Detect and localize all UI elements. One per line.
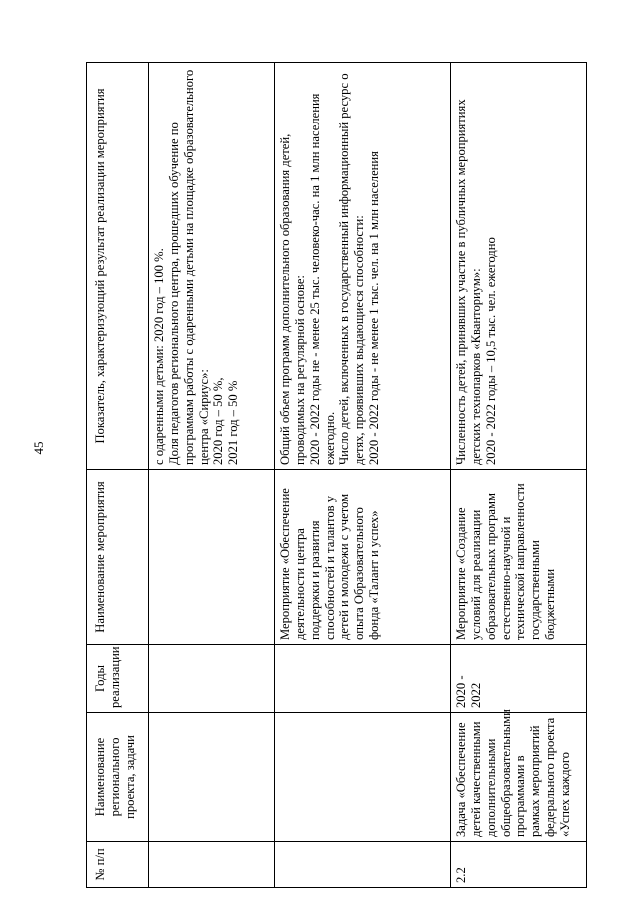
header-project: Наименование регионального проекта, задачи [87, 713, 149, 842]
table-row [451, 63, 587, 888]
cell-num: 2.2 [451, 842, 587, 888]
result-line: 2020 год – 50 %, [211, 377, 226, 465]
result-line: Число детей, включенных в государственный информационный ресурс о детях, проявивших выдающиеся способности: [337, 73, 367, 465]
cell-years: 2020 - 2022 [451, 645, 587, 713]
result-line: Общий объем программ дополнительного образования детей, проводимых на регулярной основе: [278, 133, 307, 465]
result-line: 2020 - 2022 годы – 10,5 тыс. чел. ежегодно [483, 237, 498, 465]
cell-num [149, 842, 275, 888]
table-row [275, 63, 451, 888]
cell-num [275, 842, 451, 888]
header-result: Показатель, характеризующий результат реализации мероприятия [87, 63, 149, 470]
cell-event: Мероприятие «Создание условий для реализации образовательных программ естественно-научной и технической направленности государственными бюджетными [451, 470, 587, 645]
result-line: с одаренными детьми: 2020 год – 100 %. [152, 248, 166, 465]
result-line: 2020 - 2022 годы - не менее 1 тыс. чел. на 1 млн населения [367, 151, 382, 465]
table-header-row [87, 63, 149, 888]
rotated-table-container [86, 63, 586, 888]
cell-event [149, 470, 275, 645]
cell-project: Задача «Обеспечение детей качественными дополнительными общеобразовательными программами в рамках мероприятий федерального проекта «Успех каждого [451, 713, 587, 842]
cell-result [451, 63, 587, 470]
header-num: № п/п [87, 842, 149, 888]
result-line: Доля педагогов регионального центра, прошедших обучение по программам работы с одаренными детьми на площадке образовательного центра «Сириус»: [166, 69, 211, 465]
cell-years [149, 645, 275, 713]
cell-result [149, 63, 275, 470]
header-event: Наименование мероприятия [87, 470, 149, 645]
cell-project [275, 713, 451, 842]
measures-table [86, 62, 587, 888]
cell-project [149, 713, 275, 842]
cell-years [275, 645, 451, 713]
cell-result [275, 63, 451, 470]
header-years: Годы реализации [87, 645, 149, 713]
result-line: 2020 - 2022 годы не - менее 25 тыс. человеко-час. на 1 млн населения ежегодно. [307, 93, 337, 465]
page-number: 45 [31, 441, 46, 455]
cell-event: Мероприятие «Обеспечение деятельности центра поддержки и развития способностей и талантов у детей и молодежи с учетом опыта Образовательного фонда «Талант и успех» [275, 470, 451, 645]
result-line: 2021 год – 50 % [226, 380, 241, 465]
table-row [149, 63, 275, 888]
result-line: Численность детей, принявших участие в публичных мероприятиях детских технопарков «Кванториум»: [454, 99, 483, 465]
